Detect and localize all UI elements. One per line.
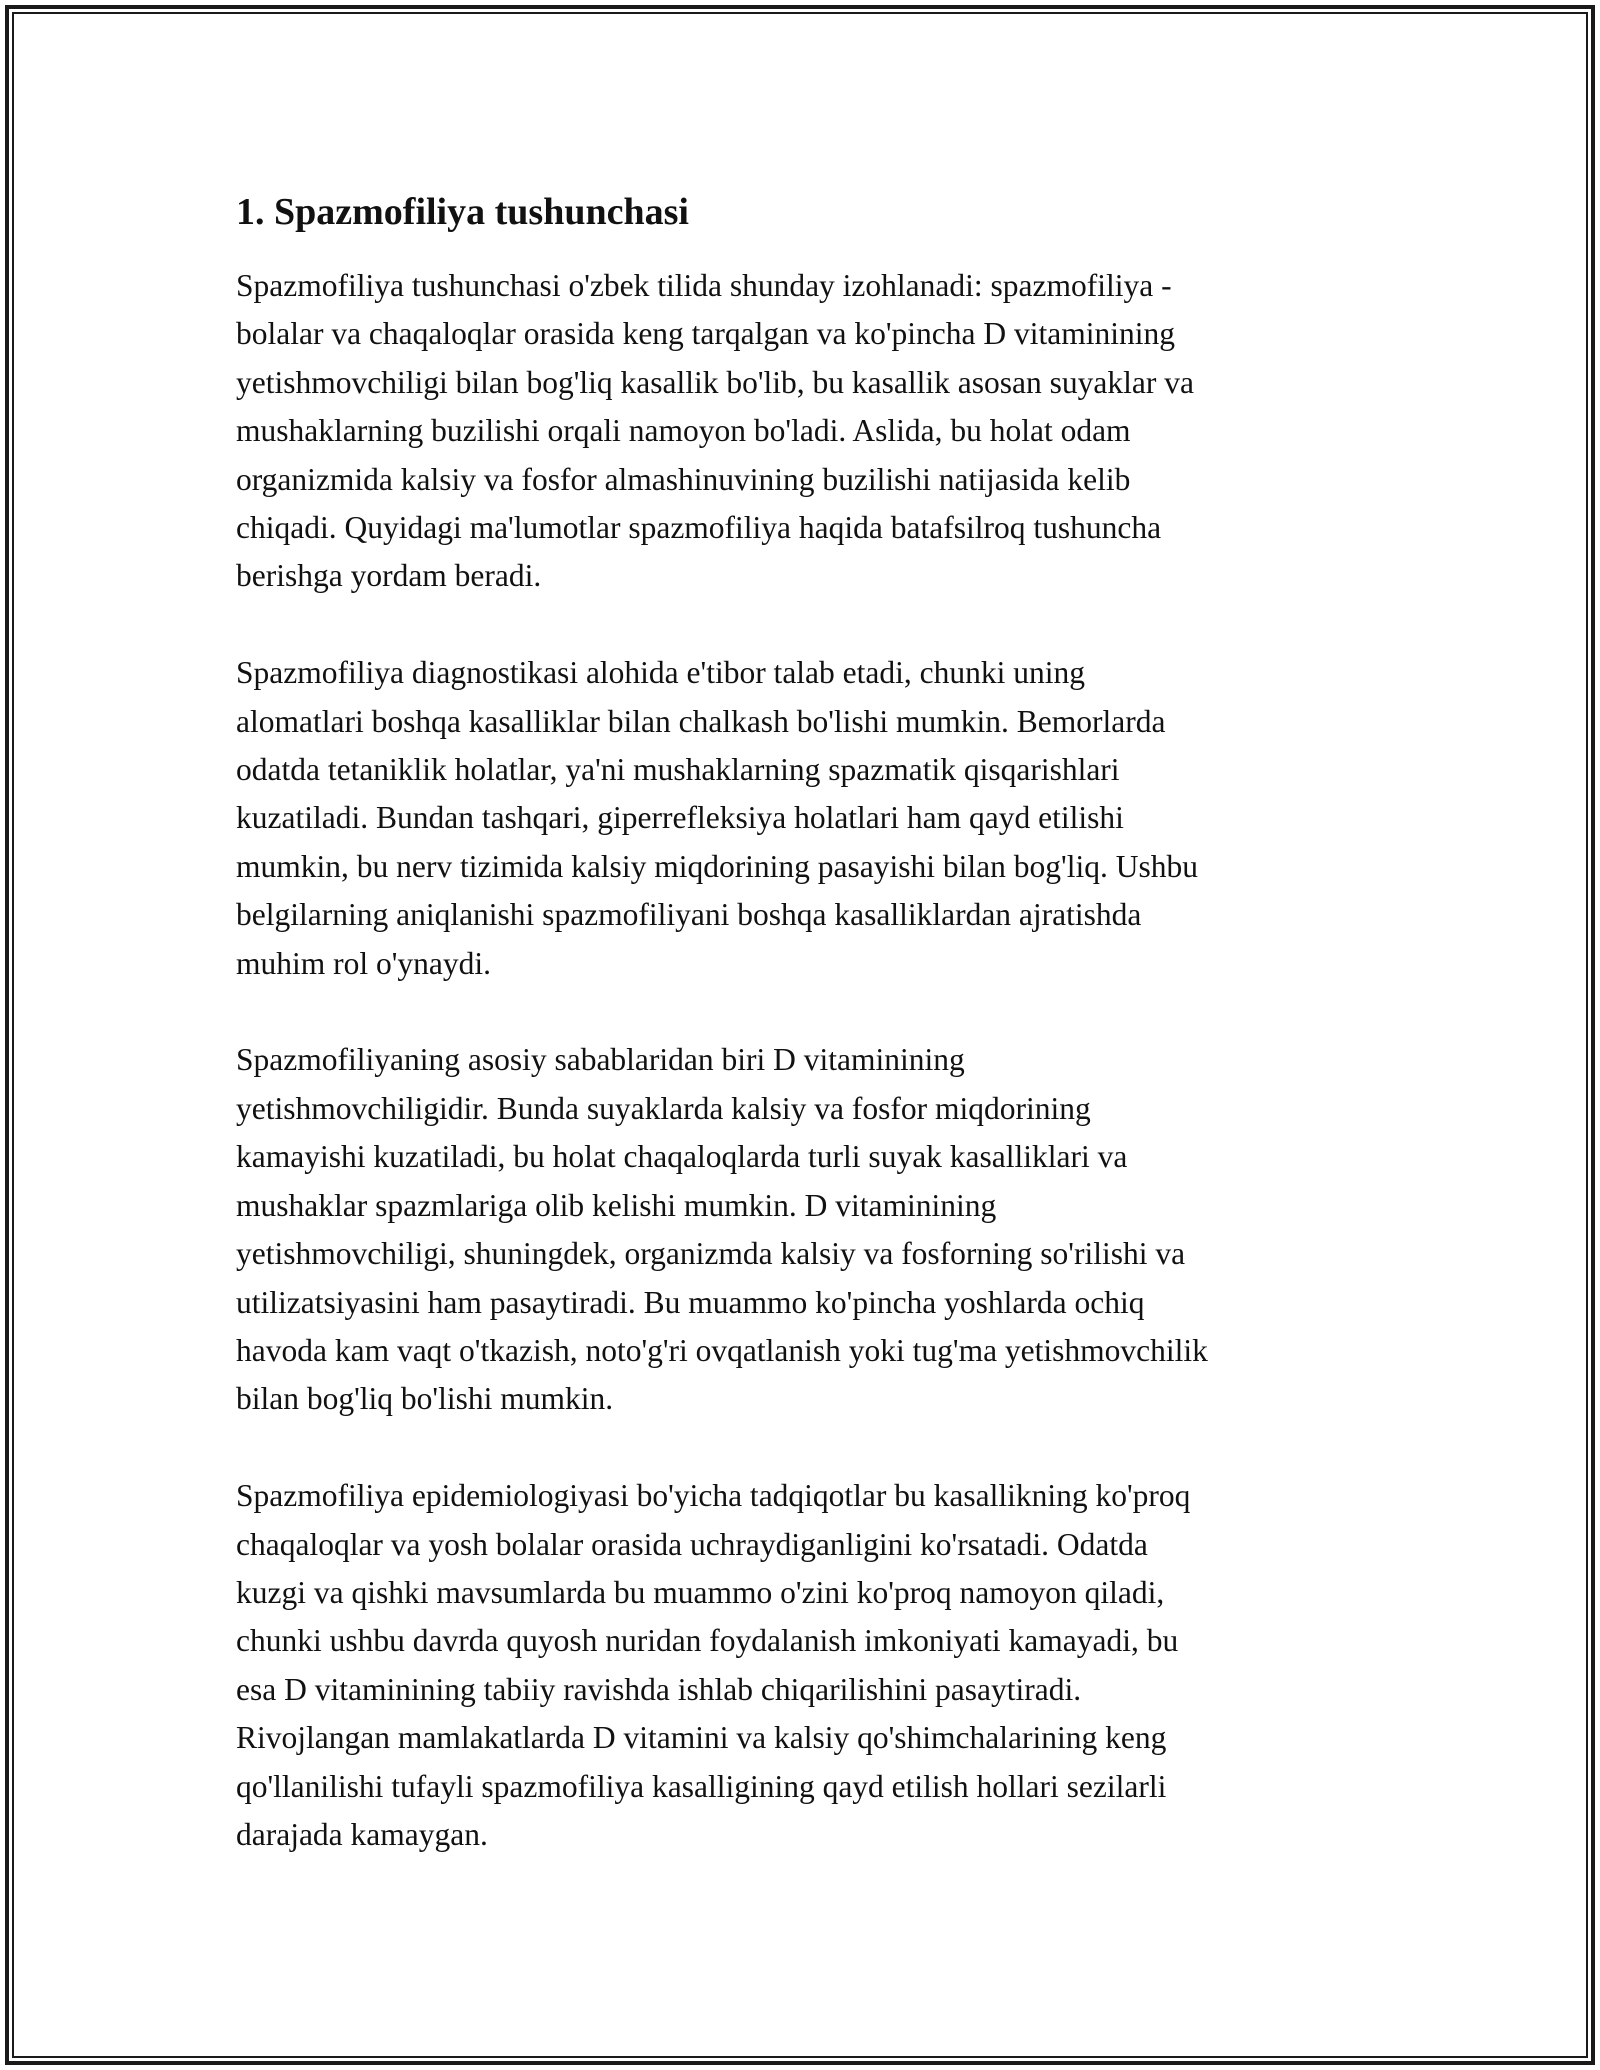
paragraph-diagnostics [236,649,1376,988]
text-line: yetishmovchiligi, shuningdek, organizmda kalsiy va fosforning so'rilishi va [236,1236,1186,1272]
text-line: chiqadi. Quyidagi ma'lumotlar spazmofiliya haqida batafsilroq tushuncha [236,510,1162,546]
text-line: Spazmofiliyaning asosiy sabablaridan biri D vitaminining [236,1042,965,1078]
text-line: organizmida kalsiy va fosfor almashinuvining buzilishi natijasida kelib [236,461,1131,497]
text-line: Rivojlangan mamlakatlarda D vitamini va kalsiy qo'shimchalarining keng [236,1720,1167,1756]
text-line: belgilarning aniqlanishi spazmofiliyani boshqa kasalliklardan ajratishda [236,897,1142,933]
text-line: chaqaloqlar va yosh bolalar orasida uchraydiganligini ko'rsatadi. Odatda [236,1526,1148,1562]
text-line: chunki ushbu davrda quyosh nuridan foydalanish imkoniyati kamayadi, bu [236,1623,1179,1659]
text-line: yetishmovchiligi bilan bog'liq kasallik bo'lib, bu kasallik asosan suyaklar va [236,364,1194,400]
text-line: esa D vitaminining tabiiy ravishda ishlab chiqarilishini pasaytiradi. [236,1671,1082,1707]
text-line: mushaklar spazmlariga olib kelishi mumkin. D vitaminining [236,1187,997,1223]
text-line: berishga yordam beradi. [236,558,542,594]
text-line: bilan bog'liq bo'lishi mumkin. [236,1381,614,1417]
text-line: darajada kamaygan. [236,1816,488,1852]
text-line: utilizatsiyasini ham pasaytiradi. Bu muammo ko'pincha yoshlarda ochiq [236,1284,1145,1320]
text-line: alomatlari boshqa kasalliklar bilan chalkash bo'lishi mumkin. Bemorlarda [236,703,1166,739]
text-line: muhim rol o'ynaydi. [236,945,492,981]
text-line: mushaklarning buzilishi orqali namoyon bo'ladi. Aslida, bu holat odam [236,413,1131,449]
text-line: yetishmovchiligidir. Bunda suyaklarda kalsiy va fosfor miqdorining [236,1090,1091,1126]
document-body [236,186,1376,1908]
paragraph-epidemiology [236,1472,1376,1859]
paragraph-definition [236,262,1376,601]
text-line: mumkin, bu nerv tizimida kalsiy miqdorining pasayishi bilan bog'liq. Ushbu [236,848,1198,884]
text-line: kamayishi kuzatiladi, bu holat chaqaloqlarda turli suyak kasalliklari va [236,1139,1128,1175]
text-line: kuzgi va qishki mavsumlarda bu muammo o'zini ko'proq namoyon qiladi, [236,1574,1165,1610]
text-line: Spazmofiliya tushunchasi o'zbek tilida shunday izohlanadi: spazmofiliya - [236,268,1172,303]
paragraph-causes [236,1036,1376,1423]
text-line: Spazmofiliya epidemiologiyasi bo'yicha tadqiqotlar bu kasallikning ko'proq [236,1478,1191,1514]
text-line: bolalar va chaqaloqlar orasida keng tarqalgan va ko'pincha D vitaminining [236,316,1175,352]
text-line: odatda tetaniklik holatlar, ya'ni mushaklarning spazmatik qisqarishlari [236,752,1120,788]
text-line: qo'llanilishi tufayli spazmofiliya kasalligining qayd etilish hollari sezilarli [236,1768,1167,1804]
section-heading: 1. Spazmofiliya tushunchasi [236,191,689,233]
text-line: Spazmofiliya diagnostikasi alohida e'tibor talab etadi, chunki uning [236,655,1085,691]
text-line: kuzatiladi. Bundan tashqari, giperrefleksiya holatlari ham qayd etilishi [236,800,1124,836]
text-line: havoda kam vaqt o'tkazish, noto'g'ri ovqatlanish yoki tug'ma yetishmovchilik [236,1332,1208,1368]
